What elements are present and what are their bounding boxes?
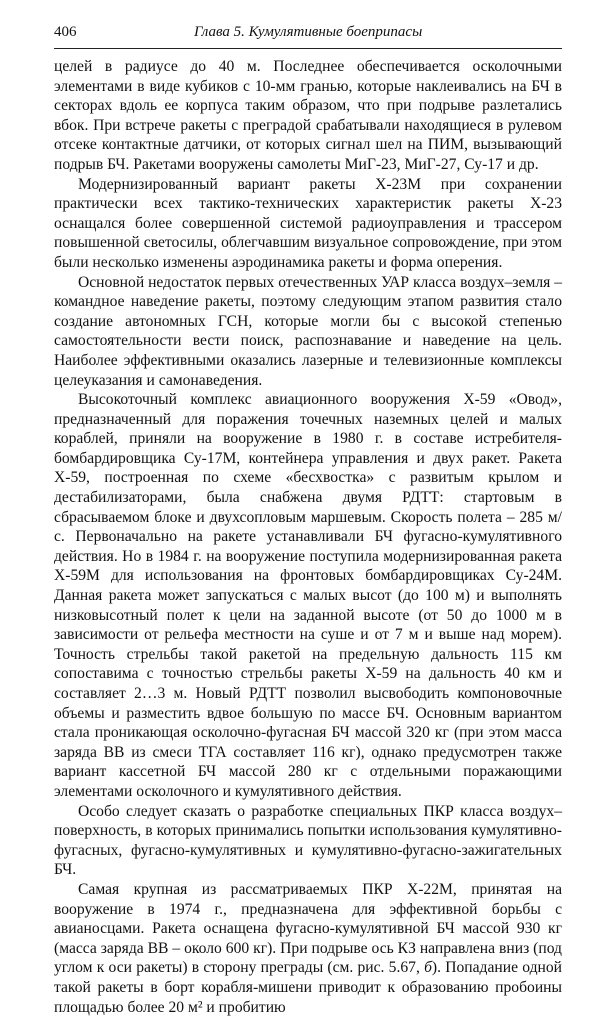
page-number: 406 [54,24,77,40]
paragraph-text: ). Попадание одной такой ракеты в борт корабля-мишени приводит к образованию пробоины площадью более 20 м² и пробитию [54,959,562,1016]
page-header [54,22,562,49]
paragraph-last [54,880,562,1017]
paragraph: целей в радиусе до 40 м. Последнее обеспечивается осколочными элементами в виде кубиков с 10-мм гранью, которые наклеивались на БЧ в секторах вдоль ее корпуса таким образом, что при подрыве разлетались вбок. При встрече ракеты с преградой срабатывали находящиеся в рулевом отсеке контактные датчики, от которых сигнал шел на ПИМ, вызывающий подрыв БЧ. Ракетами вооружены самолеты МиГ-23, МиГ-27, Су-17 и др. [54,58,562,173]
paragraph-text: Самая крупная из рассматриваемых ПКР Х-22М, принятая на вооружение в 1974 г., предназначена для эффективной борьбы с авианосцами. Ракета оснащена фугасно-кумулятивной БЧ массой 930 кг (масса заряда ВВ – около 600 кг). При подрыве ось КЗ направлена вниз (под углом к оси ракеты) в сторону преграды (см. рис. 5.67, [54,880,562,977]
running-title: Глава 5. Кумулятивные боеприпасы [194,24,423,40]
paragraph: Модернизированный вариант ракеты Х-23М при сохранении практически всех тактико-технических характеристик ракеты Х-23 оснащался более совершенной системой радиоуправления и трассером повышенной светосилы, облегчавшим визуальное сопровождение, при этом были несколько изменены аэродинамика ракеты и форма оперения. [54,175,562,271]
paragraph: Высокоточный комплекс авиационного вооружения Х-59 «Овод», предназначенный для поражения точечных наземных целей и малых кораблей, приняли на вооружение в 1980 г. в составе истребителя-бомбардировщика Су-17М, контейнера управления и двух ракет. Ракета Х-59, построенная по схеме «бесхвостка» с развитым крылом и дестабилизаторами, была снабжена двумя РДТТ: стартовым в сбрасываемом блоке и двухсопловым маршевым. Скорость полета – 285 м/с. Первоначально на ракете устанавливали БЧ фугасно-кумулятивного действия. Но в 1984 г. на вооружение поступила модернизированная ракета Х-59М для использования на фронтовых бомбардировщиках Су-24М. Данная ракета может запускаться с малых высот (до 100 м) и выполнять низковысотный полет к цели на заданной высоте (от 50 до 1000 м в зависимости от рельефа местности на суше и от 7 м и выше над морем). Точность стрельбы такой ракетой на предельную дальность 115 км сопоставима с точностью стрельбы ракеты Х-59 на дальность 40 км и составляет 2…3 м. Новый РДТТ позволил высвободить компоновочные объемы и разместить вдвое большую по массе БЧ. Основным вариантом стала проникающая осколочно-фугасная БЧ массой 320 кг (при этом масса заряда ВВ из смеси ТГА составляет 116 кг), однако предусмотрен также вариант кассетной БЧ массой 280 кг с отдельными поражающими элементами осколочного и кумулятивного действия. [54,391,562,800]
body-text [54,57,562,1017]
paragraph: Основной недостаток первых отечественных УАР класса воздух–земля – командное наведение ракеты, поэтому следующим этапом развития стало создание автономных ГСН, которые могли бы с высокой степенью самостоятельности вести поиск, распознавание и наведение на цель. Наиболее эффективными оказались лазерные и телевизионные комплексы целеуказания и самонаведения. [54,273,562,389]
figure-ref-letter: б [424,959,432,977]
paragraph: Особо следует сказать о разработке специальных ПКР класса воздух–поверхность, в которых принимались попытки использования кумулятивно-фугасных, фугасно-кумулятивных и кумулятивно-фугасно-зажигательных БЧ. [54,802,562,879]
